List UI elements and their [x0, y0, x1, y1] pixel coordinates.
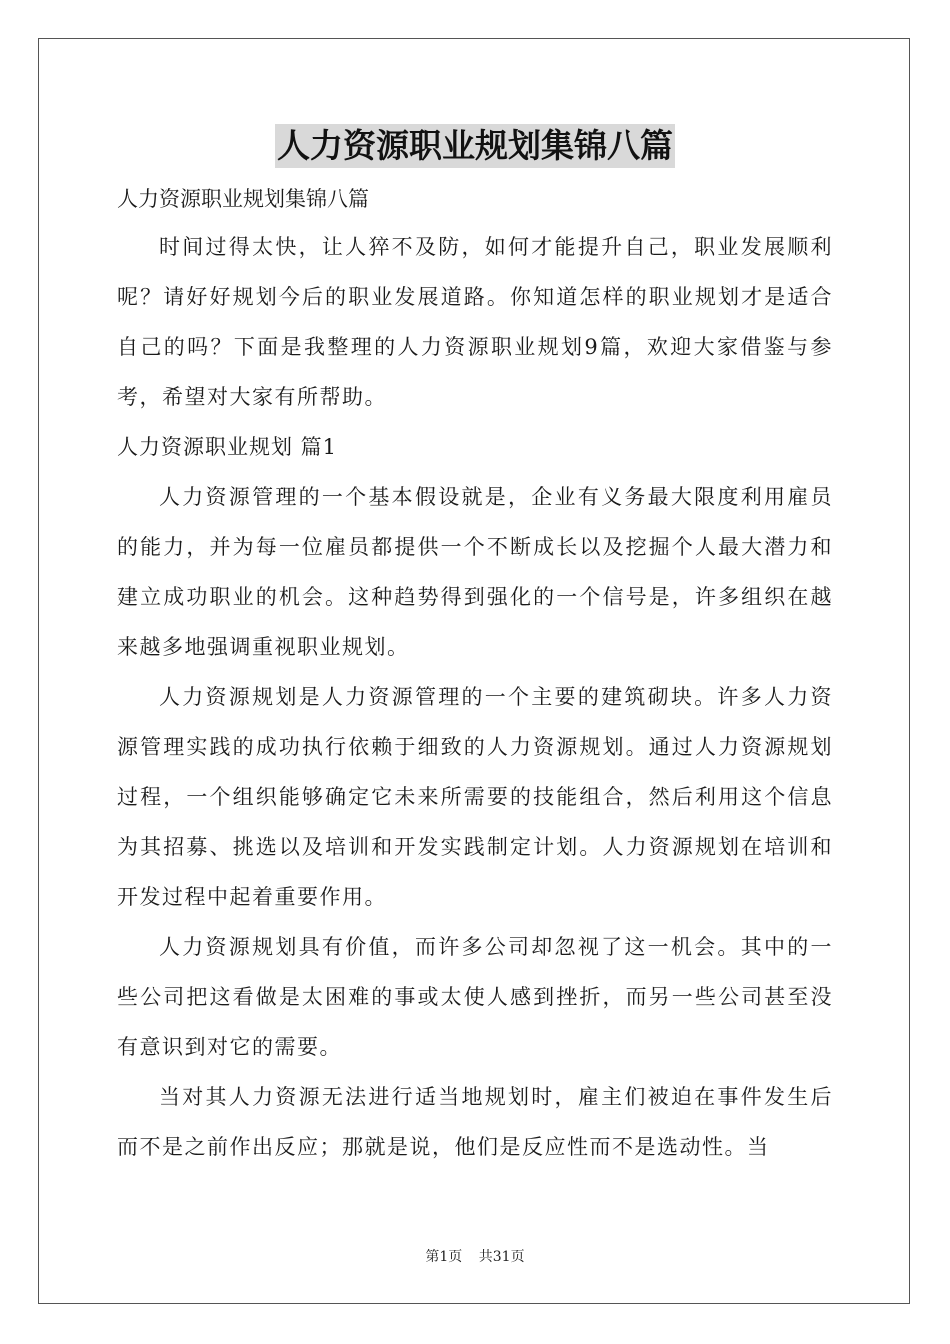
document-body	[117, 124, 833, 1172]
intro-paragraph: 时间过得太快，让人猝不及防，如何才能提升自己，职业发展顺利呢？请好好规划今后的职业发展道路。你知道怎样的职业规划才是适合自己的吗？下面是我整理的人力资源职业规划9篇，欢迎大家借鉴与参考，希望对大家有所帮助。	[117, 235, 833, 409]
document-subtitle: 人力资源职业规划集锦八篇	[117, 187, 369, 211]
paragraph: 人力资源管理的一个基本假设就是，企业有义务最大限度利用雇员的能力，并为每一位雇员都提供一个不断成长以及挖掘个人最大潜力和建立成功职业的机会。这种趋势得到强化的一个信号是，许多组织在越来越多地强调重视职业规划。	[117, 485, 833, 659]
title-wrap	[117, 124, 833, 174]
paragraph: 当对其人力资源无法进行适当地规划时，雇主们被迫在事件发生后而不是之前作出反应；那就是说，他们是反应性而不是选动性。当	[117, 1085, 833, 1159]
page-current: 第1页	[425, 1249, 463, 1265]
section-heading: 人力资源职业规划 篇1	[117, 435, 338, 459]
paragraph: 人力资源规划是人力资源管理的一个主要的建筑砌块。许多人力资源管理实践的成功执行依赖于细致的人力资源规划。通过人力资源规划过程，一个组织能够确定它未来所需要的技能组合，然后利用这个信息为其招募、挑选以及培训和开发实践制定计划。人力资源规划在培训和开发过程中起着重要作用。	[117, 685, 833, 909]
page-footer	[0, 1246, 950, 1266]
document-title: 人力资源职业规划集锦八篇	[275, 124, 675, 168]
page-total: 共31页	[478, 1249, 525, 1265]
paragraph: 人力资源规划具有价值，而许多公司却忽视了这一机会。其中的一些公司把这看做是太困难的事或太使人感到挫折，而另一些公司甚至没有意识到对它的需要。	[117, 935, 833, 1059]
